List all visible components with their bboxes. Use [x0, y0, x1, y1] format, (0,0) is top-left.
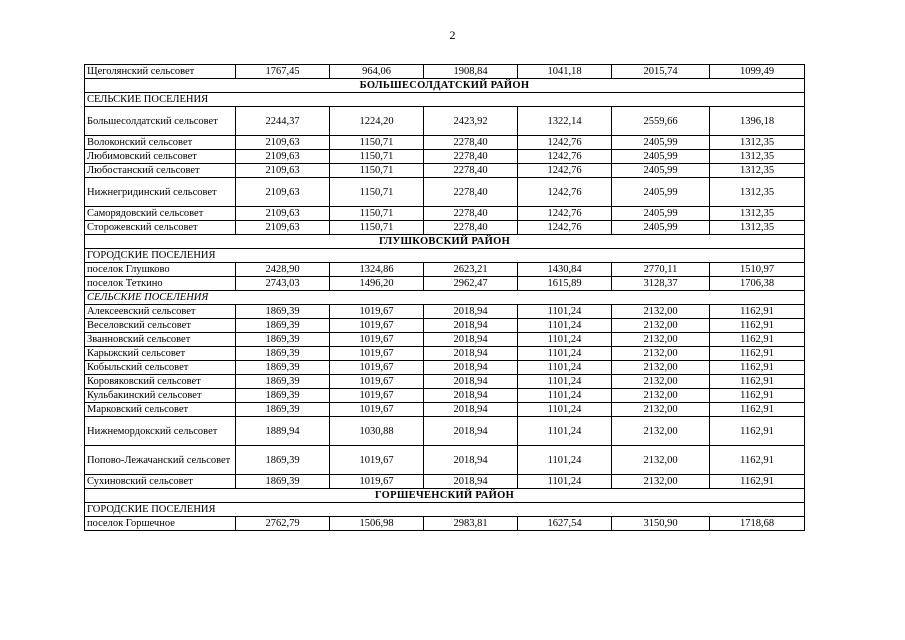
settlement-name: поселок Глушково — [85, 263, 236, 277]
value-cell: 2278,40 — [424, 178, 518, 207]
value-cell: 1869,39 — [236, 361, 330, 375]
value-cell: 2109,63 — [236, 207, 330, 221]
value-cell: 964,06 — [330, 65, 424, 79]
value-cell: 1869,39 — [236, 319, 330, 333]
value-cell: 2018,94 — [424, 417, 518, 446]
settlement-name: Званновский сельсовет — [85, 333, 236, 347]
table-row — [85, 417, 805, 446]
value-cell: 2018,94 — [424, 347, 518, 361]
district-header-row — [85, 489, 805, 503]
value-cell: 1510,97 — [710, 263, 805, 277]
value-cell: 1162,91 — [710, 389, 805, 403]
settlement-name: Кобыльский сельсовет — [85, 361, 236, 375]
value-cell: 1242,76 — [518, 178, 612, 207]
settlement-name: Большесолдатский сельсовет — [85, 107, 236, 136]
table-row — [85, 150, 805, 164]
value-cell: 1099,49 — [710, 65, 805, 79]
value-cell: 1150,71 — [330, 207, 424, 221]
settlement-name: Кульбакинский сельсовет — [85, 389, 236, 403]
value-cell: 2018,94 — [424, 319, 518, 333]
value-cell: 2109,63 — [236, 221, 330, 235]
value-cell: 1312,35 — [710, 150, 805, 164]
value-cell: 3128,37 — [612, 277, 710, 291]
value-cell: 1162,91 — [710, 347, 805, 361]
value-cell: 1869,39 — [236, 347, 330, 361]
value-cell: 2132,00 — [612, 347, 710, 361]
value-cell: 1101,24 — [518, 305, 612, 319]
value-cell: 1019,67 — [330, 446, 424, 475]
value-cell: 1615,89 — [518, 277, 612, 291]
value-cell: 2109,63 — [236, 164, 330, 178]
value-cell: 2423,92 — [424, 107, 518, 136]
table-row — [85, 277, 805, 291]
value-cell: 1019,67 — [330, 347, 424, 361]
district-header-row — [85, 79, 805, 93]
section-title: СЕЛЬСКИЕ ПОСЕЛЕНИЯ — [85, 93, 805, 107]
table-body — [85, 65, 805, 531]
tariff-table — [84, 64, 805, 531]
table-row — [85, 517, 805, 531]
table-row — [85, 263, 805, 277]
value-cell: 1019,67 — [330, 305, 424, 319]
value-cell: 1162,91 — [710, 403, 805, 417]
value-cell: 1242,76 — [518, 164, 612, 178]
value-cell: 2405,99 — [612, 150, 710, 164]
value-cell: 2132,00 — [612, 389, 710, 403]
value-cell: 1869,39 — [236, 389, 330, 403]
value-cell: 2109,63 — [236, 178, 330, 207]
value-cell: 2018,94 — [424, 333, 518, 347]
settlement-name: Коровяковский сельсовет — [85, 375, 236, 389]
value-cell: 2770,11 — [612, 263, 710, 277]
settlement-name: Попово-Лежачанский сельсовет — [85, 446, 236, 475]
value-cell: 2559,66 — [612, 107, 710, 136]
section-header-row — [85, 291, 805, 305]
value-cell: 1162,91 — [710, 319, 805, 333]
table-row — [85, 403, 805, 417]
value-cell: 1101,24 — [518, 375, 612, 389]
section-header-row — [85, 249, 805, 263]
value-cell: 2743,03 — [236, 277, 330, 291]
settlement-name: Марковский сельсовет — [85, 403, 236, 417]
value-cell: 1162,91 — [710, 333, 805, 347]
value-cell: 1101,24 — [518, 475, 612, 489]
value-cell: 1162,91 — [710, 446, 805, 475]
settlement-name: Сухиновский сельсовет — [85, 475, 236, 489]
value-cell: 2132,00 — [612, 375, 710, 389]
settlement-name: Щеголянский сельсовет — [85, 65, 236, 79]
value-cell: 1312,35 — [710, 136, 805, 150]
settlement-name: Любостанский сельсовет — [85, 164, 236, 178]
value-cell: 2132,00 — [612, 417, 710, 446]
value-cell: 2428,90 — [236, 263, 330, 277]
value-cell: 2018,94 — [424, 475, 518, 489]
value-cell: 2132,00 — [612, 446, 710, 475]
value-cell: 2132,00 — [612, 319, 710, 333]
value-cell: 2405,99 — [612, 136, 710, 150]
value-cell: 1242,76 — [518, 207, 612, 221]
value-cell: 1506,98 — [330, 517, 424, 531]
value-cell: 1396,18 — [710, 107, 805, 136]
value-cell: 2983,81 — [424, 517, 518, 531]
value-cell: 1869,39 — [236, 375, 330, 389]
value-cell: 1162,91 — [710, 475, 805, 489]
value-cell: 2018,94 — [424, 375, 518, 389]
value-cell: 2132,00 — [612, 305, 710, 319]
table-row — [85, 361, 805, 375]
table-row — [85, 446, 805, 475]
value-cell: 1162,91 — [710, 305, 805, 319]
value-cell: 1869,39 — [236, 446, 330, 475]
value-cell: 1242,76 — [518, 150, 612, 164]
value-cell: 2405,99 — [612, 178, 710, 207]
value-cell: 2962,47 — [424, 277, 518, 291]
table-row — [85, 221, 805, 235]
district-title: ГЛУШКОВСКИЙ РАЙОН — [85, 235, 805, 249]
value-cell: 2018,94 — [424, 361, 518, 375]
value-cell: 1767,45 — [236, 65, 330, 79]
value-cell: 1101,24 — [518, 403, 612, 417]
value-cell: 1019,67 — [330, 403, 424, 417]
value-cell: 1019,67 — [330, 375, 424, 389]
value-cell: 2244,37 — [236, 107, 330, 136]
settlement-name: Нижнегридинский сельсовет — [85, 178, 236, 207]
value-cell: 2762,79 — [236, 517, 330, 531]
district-title: ГОРШЕЧЕНСКИЙ РАЙОН — [85, 489, 805, 503]
value-cell: 1242,76 — [518, 221, 612, 235]
table-row — [85, 164, 805, 178]
value-cell: 2018,94 — [424, 403, 518, 417]
value-cell: 1718,68 — [710, 517, 805, 531]
value-cell: 1101,24 — [518, 347, 612, 361]
value-cell: 1019,67 — [330, 319, 424, 333]
settlement-name: Карыжский сельсовет — [85, 347, 236, 361]
value-cell: 1101,24 — [518, 389, 612, 403]
table-row — [85, 347, 805, 361]
value-cell: 1101,24 — [518, 333, 612, 347]
value-cell: 2018,94 — [424, 446, 518, 475]
settlement-name: Алексеевский сельсовет — [85, 305, 236, 319]
value-cell: 2405,99 — [612, 221, 710, 235]
value-cell: 1889,94 — [236, 417, 330, 446]
value-cell: 1150,71 — [330, 178, 424, 207]
value-cell: 1162,91 — [710, 361, 805, 375]
section-title: ГОРОДСКИЕ ПОСЕЛЕНИЯ — [85, 249, 805, 263]
district-title: БОЛЬШЕСОЛДАТСКИЙ РАЙОН — [85, 79, 805, 93]
value-cell: 1430,84 — [518, 263, 612, 277]
table-row — [85, 475, 805, 489]
value-cell: 1869,39 — [236, 403, 330, 417]
value-cell: 1496,20 — [330, 277, 424, 291]
value-cell: 1041,18 — [518, 65, 612, 79]
value-cell: 1162,91 — [710, 375, 805, 389]
value-cell: 1312,35 — [710, 178, 805, 207]
value-cell: 2018,94 — [424, 305, 518, 319]
settlement-name: поселок Горшечное — [85, 517, 236, 531]
value-cell: 1869,39 — [236, 305, 330, 319]
value-cell: 3150,90 — [612, 517, 710, 531]
table-row — [85, 178, 805, 207]
value-cell: 1101,24 — [518, 361, 612, 375]
value-cell: 2405,99 — [612, 207, 710, 221]
value-cell: 2623,21 — [424, 263, 518, 277]
settlement-name: Сторожевский сельсовет — [85, 221, 236, 235]
value-cell: 2109,63 — [236, 136, 330, 150]
value-cell: 1019,67 — [330, 361, 424, 375]
value-cell: 1150,71 — [330, 136, 424, 150]
value-cell: 2132,00 — [612, 403, 710, 417]
table-row — [85, 319, 805, 333]
value-cell: 1869,39 — [236, 333, 330, 347]
value-cell: 1908,84 — [424, 65, 518, 79]
value-cell: 1019,67 — [330, 333, 424, 347]
value-cell: 1627,54 — [518, 517, 612, 531]
section-title: ГОРОДСКИЕ ПОСЕЛЕНИЯ — [85, 503, 805, 517]
value-cell: 2015,74 — [612, 65, 710, 79]
table-row — [85, 375, 805, 389]
page-number: 2 — [449, 28, 456, 42]
value-cell: 1019,67 — [330, 475, 424, 489]
value-cell: 2132,00 — [612, 333, 710, 347]
district-header-row — [85, 235, 805, 249]
value-cell: 1150,71 — [330, 164, 424, 178]
section-header-row — [85, 503, 805, 517]
table-row — [85, 389, 805, 403]
value-cell: 2109,63 — [236, 150, 330, 164]
value-cell: 2405,99 — [612, 164, 710, 178]
settlement-name: Веселовский сельсовет — [85, 319, 236, 333]
value-cell: 1224,20 — [330, 107, 424, 136]
value-cell: 2278,40 — [424, 207, 518, 221]
value-cell: 1869,39 — [236, 475, 330, 489]
table-row — [85, 65, 805, 79]
table-row — [85, 107, 805, 136]
value-cell: 1101,24 — [518, 446, 612, 475]
value-cell: 1030,88 — [330, 417, 424, 446]
value-cell: 1101,24 — [518, 319, 612, 333]
table-row — [85, 305, 805, 319]
settlement-name: Саморядовский сельсовет — [85, 207, 236, 221]
value-cell: 2278,40 — [424, 136, 518, 150]
value-cell: 1242,76 — [518, 136, 612, 150]
value-cell: 2278,40 — [424, 164, 518, 178]
section-header-row — [85, 93, 805, 107]
value-cell: 2132,00 — [612, 475, 710, 489]
value-cell: 2278,40 — [424, 150, 518, 164]
table-row — [85, 136, 805, 150]
value-cell: 1150,71 — [330, 221, 424, 235]
settlement-name: Нижнемордокский сельсовет — [85, 417, 236, 446]
value-cell: 2278,40 — [424, 221, 518, 235]
settlement-name: Волоконский сельсовет — [85, 136, 236, 150]
value-cell: 1706,38 — [710, 277, 805, 291]
settlement-name: поселок Теткино — [85, 277, 236, 291]
table-row — [85, 207, 805, 221]
value-cell: 1322,14 — [518, 107, 612, 136]
value-cell: 2132,00 — [612, 361, 710, 375]
value-cell: 1162,91 — [710, 417, 805, 446]
value-cell: 1312,35 — [710, 207, 805, 221]
settlement-name: Любимовский сельсовет — [85, 150, 236, 164]
value-cell: 1312,35 — [710, 164, 805, 178]
value-cell: 1150,71 — [330, 150, 424, 164]
table-row — [85, 333, 805, 347]
value-cell: 1101,24 — [518, 417, 612, 446]
value-cell: 1312,35 — [710, 221, 805, 235]
value-cell: 1019,67 — [330, 389, 424, 403]
value-cell: 1324,86 — [330, 263, 424, 277]
section-title: СЕЛЬСКИЕ ПОСЕЛЕНИЯ — [85, 291, 805, 305]
value-cell: 2018,94 — [424, 389, 518, 403]
